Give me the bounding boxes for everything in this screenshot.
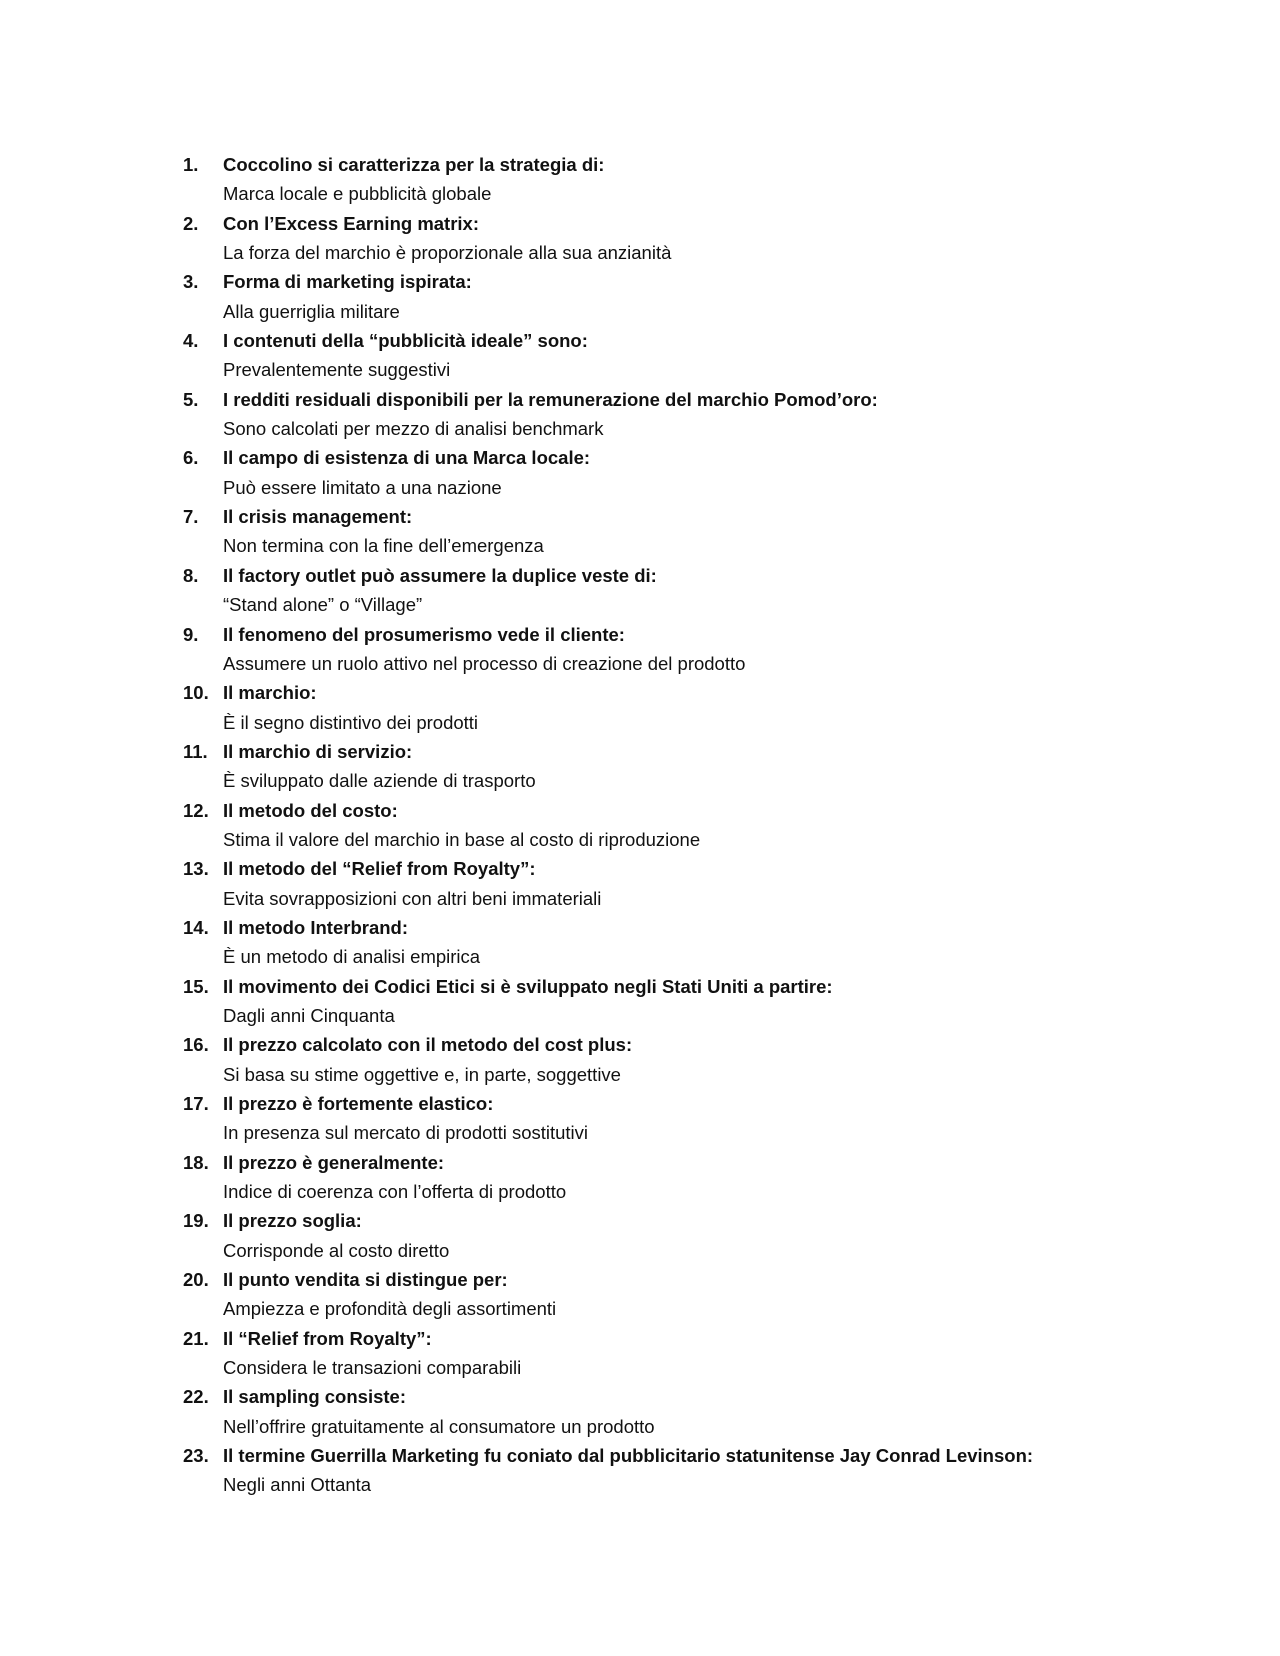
question-line	[183, 326, 1183, 355]
question-line	[183, 972, 1183, 1001]
question-text: Il metodo del costo:	[223, 799, 398, 821]
question-text: Il metodo del “Relief from Royalty”:	[223, 858, 536, 880]
list-item	[183, 1441, 1183, 1500]
question-text: Il movimento dei Codici Etici si è sviluppato negli Stati Uniti a partire:	[223, 975, 833, 997]
question-line	[183, 1206, 1183, 1235]
answer-text: È il segno distintivo dei prodotti	[223, 711, 479, 733]
item-number: 18.	[183, 1151, 209, 1173]
list-item	[183, 1382, 1183, 1441]
question-line	[183, 1265, 1183, 1294]
list-item	[183, 1089, 1183, 1148]
question-line	[183, 737, 1183, 766]
question-text: Il prezzo soglia:	[223, 1210, 362, 1232]
item-number: 7.	[183, 506, 199, 528]
question-text: Il prezzo è generalmente:	[223, 1151, 445, 1173]
item-number: 16.	[183, 1034, 209, 1056]
answer-text: Assumere un ruolo attivo nel processo di creazione del prodotto	[223, 652, 746, 674]
answer-text: Negli anni Ottanta	[223, 1474, 372, 1496]
item-number: 19.	[183, 1210, 209, 1232]
question-line	[183, 854, 1183, 883]
list-item	[183, 209, 1183, 268]
list-item	[183, 620, 1183, 679]
list-item	[183, 737, 1183, 796]
answer-text: È sviluppato dalle aziende di trasporto	[223, 770, 536, 792]
answer-text: Stima il valore del marchio in base al costo di riproduzione	[223, 828, 701, 850]
list-item	[183, 854, 1183, 913]
question-line	[183, 502, 1183, 531]
item-number: 14.	[183, 916, 209, 938]
item-number: 3.	[183, 271, 199, 293]
question-line	[183, 1089, 1183, 1118]
item-number: 5.	[183, 388, 199, 410]
question-text: I redditi residuali disponibili per la remunerazione del marchio Pomod’oro:	[223, 388, 878, 410]
answer-text: Evita sovrapposizioni con altri beni immateriali	[223, 887, 602, 909]
item-number: 2.	[183, 212, 199, 234]
question-line	[183, 385, 1183, 414]
answer-text: Prevalentemente suggestivi	[223, 359, 451, 381]
item-number: 8.	[183, 564, 199, 586]
item-number: 12.	[183, 799, 209, 821]
list-item	[183, 913, 1183, 972]
question-line	[183, 443, 1183, 472]
answer-text: Può essere limitato a una nazione	[223, 476, 502, 498]
list-item	[183, 1265, 1183, 1324]
answer-text: Dagli anni Cinquanta	[223, 1004, 395, 1026]
item-number: 10.	[183, 682, 209, 704]
question-text: Il factory outlet può assumere la duplice veste di:	[223, 564, 657, 586]
list-item	[183, 1324, 1183, 1383]
answer-text: La forza del marchio è proporzionale alla sua anzianità	[223, 242, 672, 264]
item-number: 22.	[183, 1386, 209, 1408]
list-item	[183, 502, 1183, 561]
item-number: 13.	[183, 858, 209, 880]
answer-text: Sono calcolati per mezzo di analisi benchmark	[223, 418, 604, 440]
answer-text: Ampiezza e profondità degli assortimenti	[223, 1298, 557, 1320]
list-item	[183, 1030, 1183, 1089]
list-item	[183, 326, 1183, 385]
answer-text: “Stand alone” o “Village”	[223, 594, 423, 616]
list-item	[183, 385, 1183, 444]
question-line	[183, 267, 1183, 296]
question-text: Il punto vendita si distingue per:	[223, 1269, 508, 1291]
question-text: Il marchio di servizio:	[223, 740, 413, 762]
question-text: Il “Relief from Royalty”:	[223, 1327, 432, 1349]
list-item	[183, 796, 1183, 855]
answer-text: Nell’offrire gratuitamente al consumatore un prodotto	[223, 1415, 655, 1437]
question-line	[183, 1382, 1183, 1411]
question-line	[183, 620, 1183, 649]
list-item	[183, 267, 1183, 326]
question-text: Coccolino si caratterizza per la strategia di:	[223, 154, 605, 175]
item-number: 20.	[183, 1269, 209, 1291]
question-text: Il prezzo è fortemente elastico:	[223, 1093, 494, 1114]
list-item	[183, 1148, 1183, 1207]
question-line	[183, 796, 1183, 825]
question-line	[183, 1441, 1183, 1470]
question-line	[183, 209, 1183, 238]
question-answer-list	[183, 150, 1183, 1500]
answer-text: Indice di coerenza con l’offerta di prodotto	[223, 1181, 567, 1203]
item-number: 6.	[183, 447, 199, 469]
question-line	[183, 1148, 1183, 1177]
answer-text: Considera le transazioni comparabili	[223, 1357, 522, 1379]
question-text: Con l’Excess Earning matrix:	[223, 212, 480, 234]
question-text: Il prezzo calcolato con il metodo del cost plus:	[223, 1034, 633, 1056]
question-line	[183, 678, 1183, 707]
item-number: 17.	[183, 1093, 209, 1114]
list-item	[183, 443, 1183, 502]
item-number: 11.	[183, 740, 208, 762]
question-text: Forma di marketing ispirata:	[223, 271, 472, 293]
item-number: 9.	[183, 623, 199, 645]
item-number: 15.	[183, 975, 209, 997]
answer-text: Non termina con la fine dell’emergenza	[223, 535, 544, 557]
item-number: 1.	[183, 154, 199, 175]
answer-text: Alla guerriglia militare	[223, 300, 400, 322]
question-text: Il marchio:	[223, 682, 317, 704]
question-text: Il metodo Interbrand:	[223, 916, 408, 938]
answer-text: In presenza sul mercato di prodotti sostitutivi	[223, 1122, 589, 1144]
answer-text: Marca locale e pubblicità globale	[223, 183, 492, 205]
question-line	[183, 1324, 1183, 1353]
question-text: Il fenomeno del prosumerismo vede il cliente:	[223, 623, 625, 645]
question-text: I contenuti della “pubblicità ideale” sono:	[223, 330, 588, 352]
question-line	[183, 913, 1183, 942]
list-item	[183, 678, 1183, 737]
list-item	[183, 1206, 1183, 1265]
answer-text: È un metodo di analisi empirica	[223, 946, 481, 968]
question-text: Il sampling consiste:	[223, 1386, 406, 1408]
item-number: 21.	[183, 1327, 209, 1349]
question-text: Il campo di esistenza di una Marca locale:	[223, 447, 591, 469]
question-text: Il termine Guerrilla Marketing fu coniato dal pubblicitario statunitense Jay Conrad Levinson:	[223, 1445, 1034, 1467]
question-line	[183, 561, 1183, 590]
list-item	[183, 150, 1183, 209]
question-line	[183, 150, 1183, 179]
answer-text: Corrisponde al costo diretto	[223, 1239, 450, 1261]
question-line	[183, 1030, 1183, 1059]
item-number: 23.	[183, 1445, 209, 1467]
item-number: 4.	[183, 330, 199, 352]
answer-text: Si basa su stime oggettive e, in parte, soggettive	[223, 1063, 621, 1085]
list-item	[183, 561, 1183, 620]
list-item	[183, 972, 1183, 1031]
question-text: Il crisis management:	[223, 506, 413, 528]
